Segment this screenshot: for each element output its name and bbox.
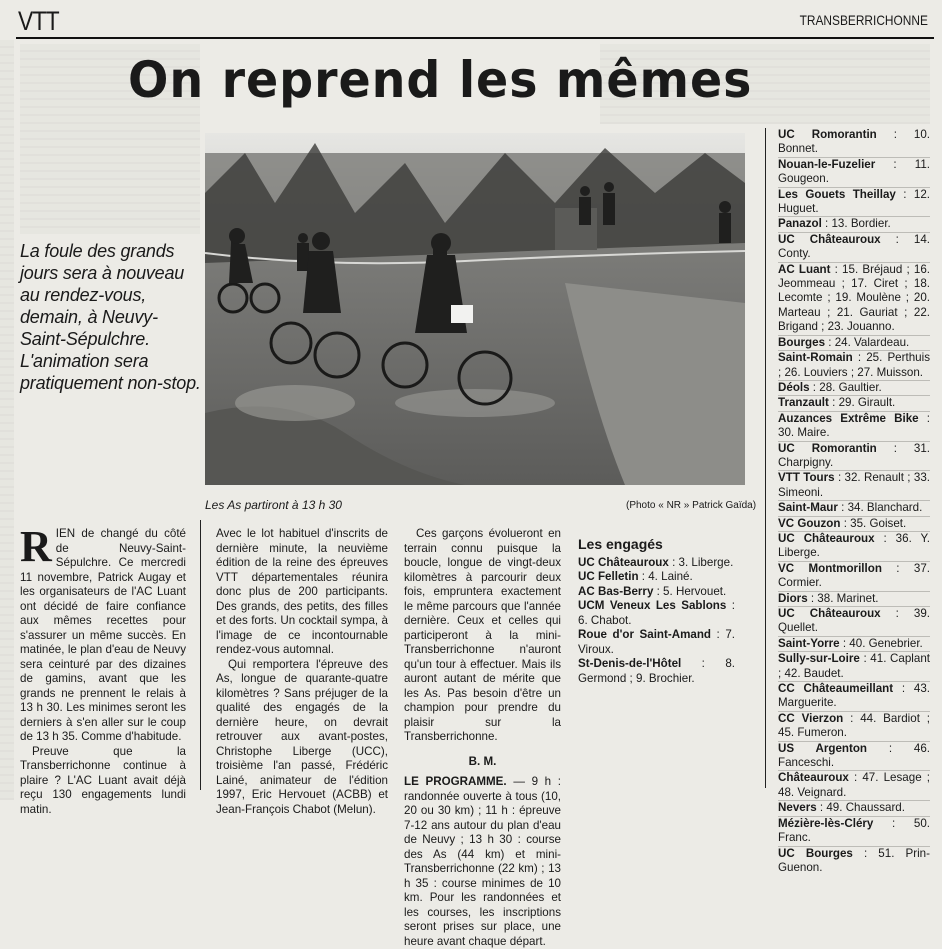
club-name: Châteauroux	[778, 771, 849, 785]
rider-names: : 29. Girault.	[828, 396, 896, 410]
rider-names: : 50. Franc.	[778, 816, 930, 845]
club-name: AC Luant	[778, 262, 831, 276]
rider-names: : 15. Bréjaud ; 16. Jeommeau ; 17. Ciret ; 18. Lecomte ; 19. Moulène ; 20. Marteau ; 21. Gauriat ; 22. Brigand ; 23. Jouanno.	[778, 262, 930, 334]
rider-names: : 38. Marinet.	[807, 591, 879, 605]
engage-entry	[778, 516, 930, 531]
club-name: Nouan-le-Fuzelier	[778, 157, 876, 171]
engage-entry	[778, 157, 930, 187]
rider-names: : 32. Renault ; 33. Simeoni.	[778, 471, 930, 499]
engage-entry	[778, 741, 930, 771]
club-name: Tranzault	[778, 396, 829, 410]
club-name: Saint-Yorre	[778, 636, 840, 650]
rider-names: : 30. Maire.	[778, 411, 930, 440]
engage-entry	[778, 441, 930, 471]
rider-names: : 31. Charpigny.	[778, 441, 930, 469]
rider-names: : 10. Bonnet.	[778, 128, 930, 156]
section-label: VTT	[18, 6, 59, 36]
club-name: VC Gouzon	[778, 516, 841, 530]
rider-names: : 5. Hervouet.	[653, 584, 727, 598]
rider-names: : 34. Blanchard.	[837, 501, 923, 515]
bleed-through-margin	[0, 40, 14, 800]
club-name: UCM Veneux Les Sablons	[578, 599, 727, 612]
club-name: CC Châteaumeillant	[778, 682, 894, 696]
club-name: Nevers	[778, 801, 817, 815]
article-paragraph: Ces garçons évolueront en terrain connu puisque la boucle, longue de vingt-deux kilomètres à parcourir deux fois, empruntera exactement le même parcours que l'année dernière. Ceux et celles qui participeront à la mini-Transberrichonne n'auront qu'un tour à effectuer. Mais ils auront autant de mérite que les As. Pas besoin d'être un champion pour prendre du plaisir sur la Transberrichonne.	[404, 527, 561, 743]
engages-heading: Les engagés	[578, 536, 663, 552]
rider-names: : 24. Valardeau.	[825, 335, 910, 349]
engage-entry	[778, 411, 930, 441]
rider-names: : 25. Perthuis ; 26. Louviers ; 27. Muisson.	[778, 351, 930, 379]
article-column-4	[578, 527, 735, 686]
engage-entry	[578, 556, 735, 571]
engages-list	[778, 128, 930, 875]
rider-names: : 36. Y. Liberge.	[778, 531, 930, 560]
club-name: Sully-sur-Loire	[778, 652, 860, 666]
club-name: Déols	[778, 380, 810, 394]
article-column-3	[404, 527, 561, 949]
club-name: UC Châteauroux	[578, 555, 669, 569]
club-name: Bourges	[778, 335, 826, 349]
rider-names: : 11. Gougeon.	[778, 157, 930, 186]
rider-names: : 47. Lesage ; 48. Veignard.	[778, 771, 930, 799]
club-name: UC Felletin	[578, 570, 639, 583]
rider-names: : 37. Cormier.	[778, 561, 930, 590]
headline: On reprend les mêmes	[128, 51, 753, 109]
club-name: UC Romorantin	[778, 441, 877, 455]
engage-entry	[778, 846, 930, 876]
club-name: St-Denis-de-l'Hôtel	[578, 657, 682, 670]
column-rule-left	[200, 520, 201, 790]
engage-entry	[778, 681, 930, 711]
intro-standfirst: La foule des grands jours sera à nouveau au rendez-vous, demain, à Neuvy-Saint-Sépulchre. L'animation sera pratiquement non-stop.	[20, 241, 201, 393]
club-name: Diors	[778, 591, 808, 605]
race-photo	[205, 133, 745, 485]
engage-entry	[778, 380, 930, 395]
cyclists-crossing-water-image	[205, 133, 745, 485]
rider-names: : 6. Chabot.	[578, 599, 735, 627]
club-name: US Argenton	[778, 741, 868, 755]
header-rule	[16, 37, 934, 39]
club-name: Saint-Maur	[778, 501, 838, 515]
club-name: UC Romorantin	[778, 128, 877, 141]
rider-names: : 28. Gaultier.	[809, 380, 882, 394]
engage-entry	[778, 128, 930, 157]
club-name: Mézière-lès-Cléry	[778, 816, 874, 830]
club-name: CC Vierzon	[778, 711, 844, 725]
club-name: UC Bourges	[778, 846, 853, 860]
engage-entry	[778, 651, 930, 681]
engage-entry	[778, 561, 930, 591]
rider-names: : 43. Marguerite.	[778, 682, 930, 710]
engage-entry	[778, 335, 930, 350]
rider-names: : 7. Viroux.	[578, 628, 735, 656]
engage-entry	[778, 500, 930, 515]
engage-entry	[778, 711, 930, 741]
rider-names: : 41. Caplant ; 42. Baudet.	[778, 652, 930, 680]
club-name: AC Bas-Berry	[578, 584, 654, 598]
article-text: IEN de changé du côté de Neuvy-Saint-Sépulchre. Ce mercredi 11 novembre, Patrick Augay et les organisateurs de l'AC Luant ont décidé de faire confiance aux mêmes recettes pour s'assurer un même succès. En matinée, le plan d'eau de Neuvy sera ceinturé par des dizaines de gamins, avant que les grands ne prennent le relais à 13 h 30. Les minimes seront les derniers à s'en aller sur le coup de 13 h 35. Comme d'habitude.	[20, 527, 186, 743]
rider-names: : 46. Fanceschi.	[778, 741, 931, 770]
club-name: Les Gouets Theillay	[778, 187, 896, 201]
engage-entry	[578, 657, 735, 686]
club-name: VC Montmorillon	[778, 561, 882, 575]
rider-names: : 44. Bardiot ; 45. Fumeron.	[778, 711, 930, 740]
engage-entry	[778, 591, 930, 606]
rider-names: : 40. Genebrier.	[839, 636, 923, 650]
engage-entry	[778, 395, 930, 410]
article-column-1	[20, 522, 186, 817]
club-name: Roue d'or Saint-Amand	[578, 628, 712, 641]
engage-entry	[778, 816, 930, 846]
engage-entry	[578, 599, 735, 628]
engage-entry	[778, 606, 930, 636]
engage-entry	[578, 570, 735, 585]
engage-entry	[778, 770, 930, 800]
club-name: Auzances Extrême Bike	[778, 411, 919, 425]
rider-names: : 12. Huguet.	[778, 187, 930, 216]
programme-text: — 9 h : randonnée ouverte à tous (10, 20 ou 30 km) ; 11 h : épreuve 7-12 ans autour du plan d'eau de Neuvy ; 13 h 30 : course des As (44 km) et mini-Transberrichonne (22 km) ; 13 h 35 : course minimes de 10 km. Pour les randonnées et les courses, les inscriptions seront prises sur place, une heure avant chaque départ.	[404, 775, 561, 948]
club-name: VTT Tours	[778, 471, 835, 485]
rider-names: : 8. Germond ; 9. Brochier.	[578, 657, 735, 685]
rider-names: : 14. Conty.	[778, 232, 930, 261]
club-name: UC Châteauroux	[778, 232, 881, 246]
club-name: Panazol	[778, 217, 822, 231]
engage-entry	[778, 350, 930, 380]
article-paragraph	[20, 522, 186, 745]
article-paragraph: Preuve que la Transberrichonne continue à plaire ? L'AC Luant avait déjà reçu 130 engagements lundi matin.	[20, 744, 186, 816]
photo-caption: Les As partiront à 13 h 30	[205, 498, 342, 512]
engage-entry	[778, 262, 930, 335]
engage-entry	[778, 636, 930, 651]
rider-names: : 51. Prin-Guenon.	[778, 846, 930, 874]
club-name: UC Châteauroux	[778, 607, 881, 620]
article-column-2	[216, 527, 388, 817]
engage-entry	[778, 187, 930, 217]
author-signature: B. M.	[468, 754, 497, 768]
rider-names: : 3. Liberge.	[668, 555, 734, 569]
engage-entry	[778, 800, 930, 815]
club-name: UC Châteauroux	[778, 531, 875, 545]
article-paragraph: Avec le lot habituel d'inscrits de dernière minute, la neuvième édition de la reine des épreuves VTT départementales réunira donc plus de 200 participants. Des grands, des petits, des filles et des forts. Un cocktail sympa, à l'image de ce incontournable rendez-vous automnal.	[216, 527, 388, 656]
rider-names: : 35. Goiset.	[840, 516, 907, 530]
rider-names: : 39. Quellet.	[778, 607, 930, 635]
engage-entry	[578, 585, 735, 600]
photo-credit: (Photo « NR » Patrick Gaïda)	[626, 500, 757, 511]
engage-entry	[778, 232, 930, 262]
engage-entry	[778, 216, 930, 231]
rider-names: : 13. Bordier.	[821, 217, 891, 231]
section-title: TRANSBERRICHONNE	[799, 12, 928, 28]
programme-label: LE PROGRAMME.	[404, 775, 507, 788]
programme-paragraph	[404, 775, 561, 949]
engage-entry	[778, 531, 930, 561]
rider-names: : 4. Lainé.	[638, 570, 693, 583]
club-name: Saint-Romain	[778, 351, 853, 365]
rider-names: : 49. Chaussard.	[816, 801, 905, 815]
drop-cap: R	[20, 522, 52, 571]
engage-entry	[778, 470, 930, 500]
column-rule	[765, 128, 766, 788]
engage-entry	[578, 628, 735, 657]
article-paragraph: Qui remportera l'épreuve des As, longue de quarante-quatre kilomètres ? Sans préjuger de la qualité des engagés de la dernière heure, on devrait retrouver aux avant-postes, Christophe Liberge (UCC), troisième l'an passé, Frédéric Lainé, animateur de l'édition 1997, Eric Hervouet (ACBB) et Jean-François Chabot (Melun).	[216, 657, 388, 816]
